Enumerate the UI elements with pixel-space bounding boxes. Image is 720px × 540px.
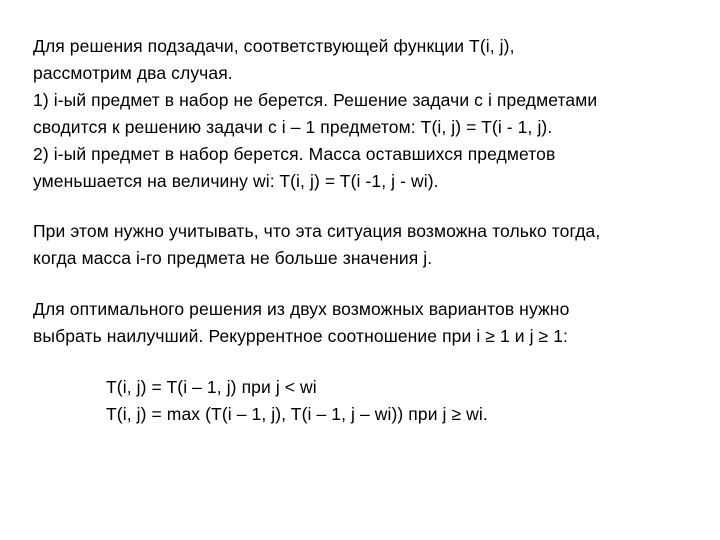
text-line: 2) i-ый предмет в набор берется. Масса оставшихся предметов — [33, 144, 556, 164]
condition-paragraph — [33, 218, 703, 272]
text-line: Для оптимального решения из двух возможных вариантов нужно — [33, 299, 570, 319]
text-line: рассмотрим два случая. — [33, 63, 233, 83]
problem-cases-paragraph — [33, 33, 703, 195]
text-line: выбрать наилучший. Рекуррентное соотношение при i ≥ 1 и j ≥ 1: — [33, 326, 569, 346]
text-line: сводится к решению задачи с i – 1 предметом: T(i, j) = T(i - 1, j). — [33, 117, 553, 137]
recurrence-formulas — [106, 374, 666, 428]
formula-line: T(i, j) = T(i – 1, j) при j < wi — [106, 377, 317, 397]
text-line: Для решения подзадачи, соответствующей функции T(i, j), — [33, 36, 515, 56]
recurrence-intro-paragraph — [33, 296, 703, 350]
text-line: уменьшается на величину wi: T(i, j) = T(i -1, j - wi). — [33, 171, 439, 191]
text-line: когда масса i-го предмета не больше значения j. — [33, 248, 433, 268]
text-line: При этом нужно учитывать, что эта ситуация возможна только тогда, — [33, 221, 601, 241]
text-line: 1) i-ый предмет в набор не берется. Решение задачи с i предметами — [33, 90, 598, 110]
formula-line: T(i, j) = max (T(i – 1, j), T(i – 1, j – wi)) при j ≥ wi. — [106, 404, 488, 424]
